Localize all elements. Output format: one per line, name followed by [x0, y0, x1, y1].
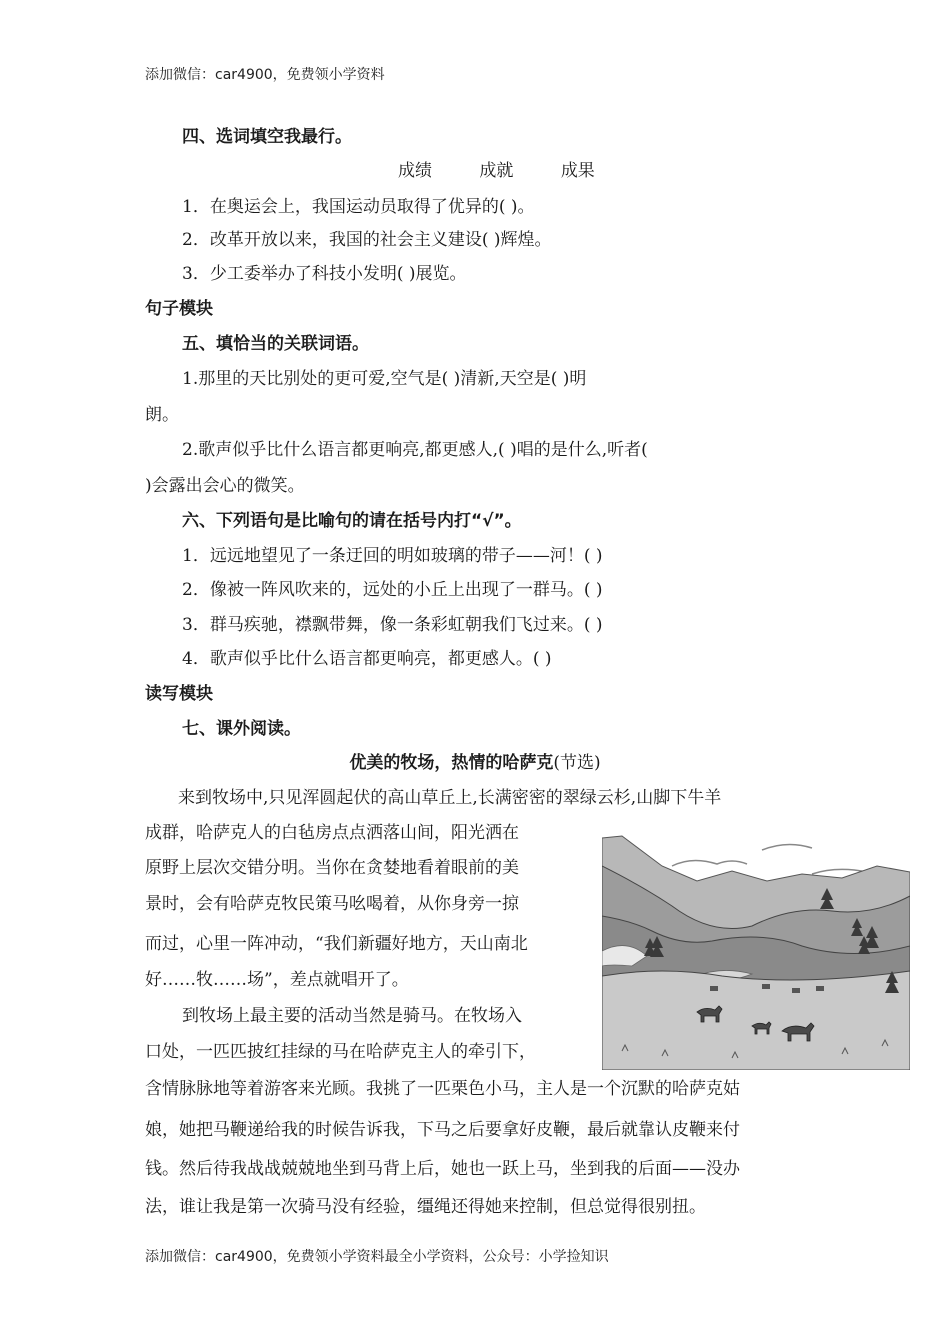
page-footer: 添加微信：car4900，免费领小学资料最全小学资料，公众号：小学捡知识	[145, 1249, 609, 1265]
section5-line: 朗。	[145, 405, 179, 425]
passage-line: 好……牧……场”，差点就唱开了。	[145, 970, 409, 990]
section5-line: 2.歌声似乎比什么语言都更响亮,都更感人,( )唱的是什么,听者(	[182, 440, 648, 460]
section5-heading: 五、填恰当的关联词语。	[182, 334, 369, 354]
passage-line: 而过，心里一阵冲动，“我们新疆好地方，天山南北	[145, 934, 528, 954]
word-choice: 成就	[479, 161, 514, 181]
section4-item: 2．改革开放以来，我国的社会主义建设( )辉煌。	[182, 230, 552, 250]
passage-line: 来到牧场中,只见浑圆起伏的高山草丘上,长满密密的翠绿云杉,山脚下牛羊	[178, 788, 722, 808]
passage-title-note: (节选)	[553, 753, 601, 773]
passage-line: 到牧场上最主要的活动当然是骑马。在牧场入	[182, 1006, 522, 1026]
word-choices	[398, 160, 637, 182]
passage-line: 法，谁让我是第一次骑马没有经验，缰绳还得她来控制，但总觉得很别扭。	[145, 1197, 706, 1217]
word-choice: 成绩	[398, 161, 432, 181]
section4-item: 1．在奥运会上，我国运动员取得了优异的( )。	[182, 197, 535, 217]
passage-line: 口处，一匹匹披红挂绿的马在哈萨克主人的牵引下，	[145, 1042, 536, 1062]
passage-title-main: 优美的牧场，热情的哈萨克	[349, 753, 554, 773]
section6-item: 1．远远地望见了一条迂回的明如玻璃的带子——河！( )	[182, 546, 603, 566]
passage-title	[0, 752, 950, 774]
section7-heading: 七、课外阅读。	[182, 719, 301, 739]
section6-heading: 六、下列语句是比喻句的请在括号内打“√”。	[182, 511, 522, 531]
section6-item: 2．像被一阵风吹来的，远处的小丘上出现了一群马。( )	[182, 580, 603, 600]
module-sentence-heading: 句子模块	[145, 299, 213, 319]
passage-line: 娘，她把马鞭递给我的时候告诉我，下马之后要拿好皮鞭，最后就靠认皮鞭来付	[145, 1120, 740, 1140]
passage-line: 原野上层次交错分明。当你在贪婪地看着眼前的美	[145, 858, 519, 878]
word-choice: 成果	[560, 161, 595, 181]
passage-line: 景时，会有哈萨克牧民策马吆喝着，从你身旁一掠	[145, 894, 519, 914]
passage-line: 钱。然后待我战战兢兢地坐到马背上后，她也一跃上马，坐到我的后面——没办	[145, 1159, 740, 1179]
section5-line: 1.那里的天比别处的更可爱,空气是( )清新,天空是( )明	[182, 369, 587, 389]
module-reading-heading: 读写模块	[145, 684, 213, 704]
passage-line: 成群，哈萨克人的白毡房点点洒落山间，阳光洒在	[145, 823, 519, 843]
passage-line: 含情脉脉地等着游客来光顾。我挑了一匹栗色小马，主人是一个沉默的哈萨克姑	[145, 1079, 740, 1099]
section4-heading: 四、选词填空我最行。	[182, 127, 352, 147]
section6-item: 4．歌声似乎比什么语言都更响亮，都更感人。( )	[182, 649, 552, 669]
section6-item: 3．群马疾驰，襟飘带舞，像一条彩虹朝我们飞过来。( )	[182, 615, 603, 635]
pasture-landscape-illustration	[602, 826, 910, 1070]
page-header: 添加微信：car4900，免费领小学资料	[145, 67, 385, 83]
section4-item: 3．少工委举办了科技小发明( )展览。	[182, 264, 467, 284]
section5-line: )会露出会心的微笑。	[145, 476, 305, 496]
